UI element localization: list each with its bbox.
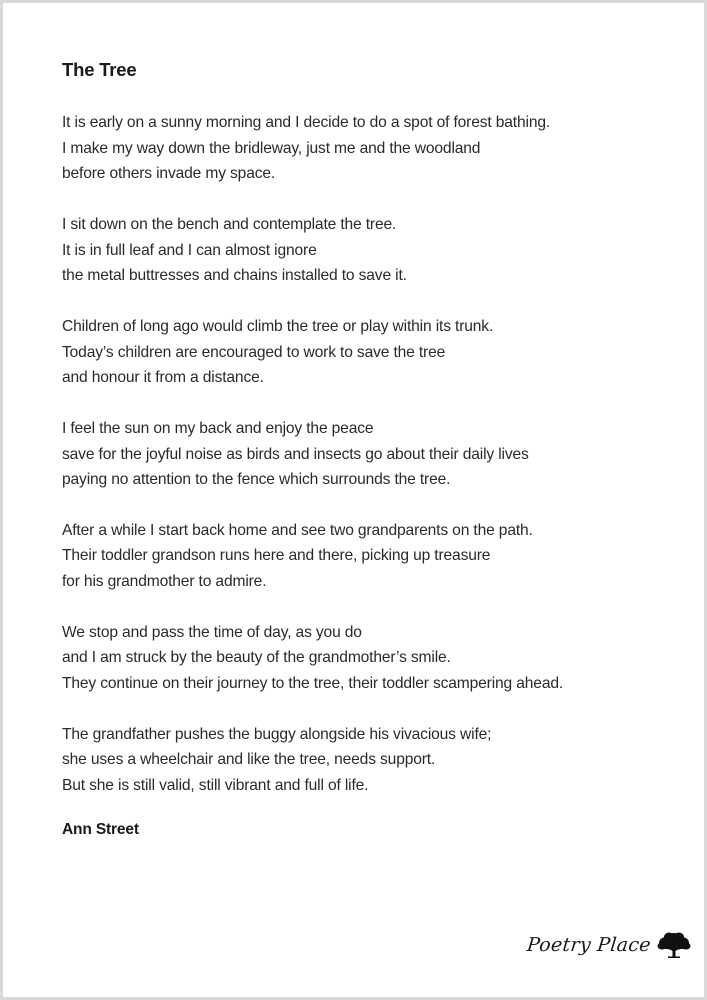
poem-line: Today’s children are encouraged to work to save the tree [62,343,446,361]
poem-line: and honour it from a distance. [62,369,264,387]
stanza-2 [62,212,702,289]
poem-line: paying no attention to the fence which surrounds the tree. [62,471,451,489]
stanza-1 [62,110,702,187]
tree-icon [657,931,691,959]
stanza-6 [62,620,702,697]
stanza-7 [62,722,702,799]
poem-line: It is early on a sunny morning and I decide to do a spot of forest bathing. [62,114,551,131]
poem-line: But she is still valid, still vibrant and full of life. [62,777,369,794]
stanza-4 [62,416,702,493]
poem-line: Their toddler grandson runs here and there, picking up treasure [62,547,491,565]
poem-author: Ann Street [62,821,139,838]
poem-line: It is in full leaf and I can almost ignore [62,241,317,259]
poem-body [62,110,702,824]
poem-line: We stop and pass the time of day, as you do [62,623,362,641]
poetry-place-logo [527,931,691,959]
poem-line: Children of long ago would climb the tree or play within its trunk. [62,317,494,335]
poem-line: the metal buttresses and chains installed to save it. [62,267,407,285]
stanza-3 [62,314,702,391]
poem-line: I make my way down the bridleway, just me and the woodland [62,139,481,157]
logo-text: Poetry Place [525,934,653,956]
poem-line: she uses a wheelchair and like the tree, needs support. [62,751,436,769]
poem-line: I sit down on the bench and contemplate the tree. [62,215,397,233]
poem-line: for his grandmother to admire. [62,573,267,591]
poem-line: before others invade my space. [62,165,276,183]
poem-line: The grandfather pushes the buggy alongside his vivacious wife; [62,725,492,743]
poem-line: After a while I start back home and see two grandparents on the path. [62,521,533,539]
poem-line: and I am struck by the beauty of the grandmother’s smile. [62,649,451,667]
poem-line: I feel the sun on my back and enjoy the peace [62,419,374,437]
stanza-5 [62,518,702,595]
poem-title: The Tree [62,59,137,80]
poem-line: They continue on their journey to the tree, their toddler scampering ahead. [62,675,564,693]
poem-line: save for the joyful noise as birds and insects go about their daily lives [62,445,529,463]
